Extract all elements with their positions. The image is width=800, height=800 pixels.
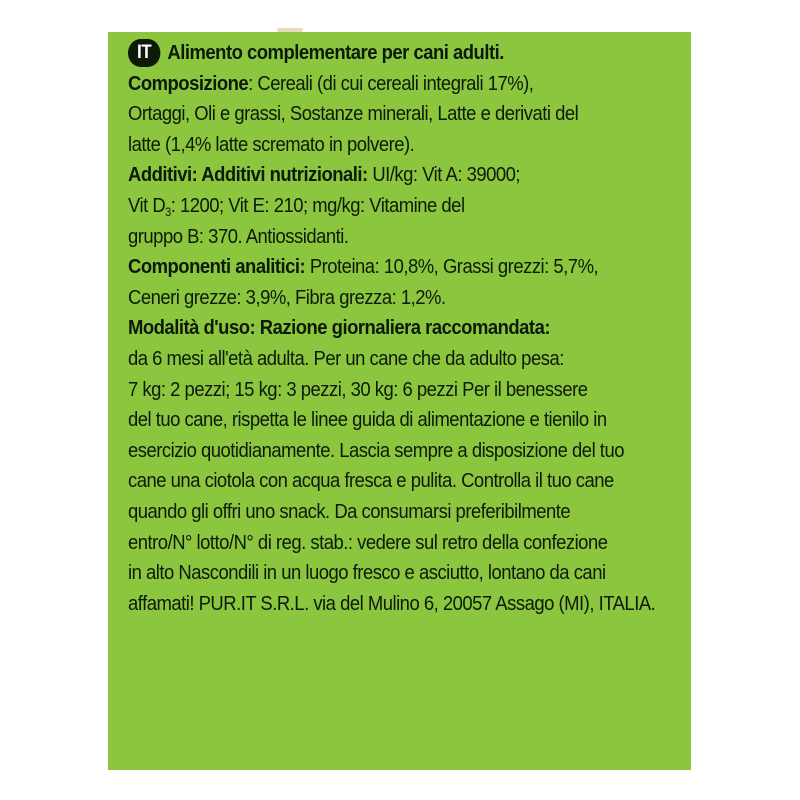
additives-line-2 [128,191,677,222]
additives-line-3: gruppo B: 370. Antiossidanti. [128,224,349,248]
usage-line: cane una ciotola con acqua fresca e pulita. Controlla il tuo cane [128,469,614,493]
title-line [128,38,677,69]
usage-heading: Modalità d'uso: Razione giornaliera raccomandata: [128,316,551,340]
composition-line-1 [128,69,677,100]
additives-text-2: : 1200; Vit E: 210; mg/kg: Vitamine del [170,193,465,217]
composition-line-3: latte (1,4% latte scremato in polvere). [128,132,415,156]
analytical-line-2: Ceneri grezze: 3,9%, Fibra grezza: 1,2%. [128,285,446,309]
usage-line: in alto Nascondili in un luogo fresco e asciutto, lontano da cani [128,561,606,585]
usage-line: entro/N° lotto/N° di reg. stab.: vedere sul retro della confezione [128,530,608,554]
usage-line: 7 kg: 2 pezzi; 15 kg: 3 pezzi, 30 kg: 6 pezzi Per il benessere [128,377,588,401]
analytical-text-1: Proteina: 10,8%, Grassi grezzi: 5,7%, [305,255,599,279]
language-badge: IT [128,39,160,67]
usage-line: esercizio quotidianamente. Lascia sempre a disposizione del tuo [128,438,624,462]
vitamin-d-label: Vit D [128,193,166,217]
analytical-line-1 [128,252,677,283]
additives-line-1 [128,160,677,191]
usage-line: del tuo cane, rispetta le linee guida di alimentazione e tienilo in [128,408,607,432]
label-text [128,38,677,619]
product-title: Alimento complementare per cani adulti. [167,41,504,64]
usage-line: da 6 mesi all'età adulta. Per un cane che da adulto pesa: [128,346,564,370]
usage-line: affamati! PUR.IT S.R.L. via del Mulino 6, 20057 Assago (MI), ITALIA. [128,591,656,615]
composition-text-1: : Cereali (di cui cereali integrali 17%), [248,71,534,95]
label-panel [108,32,691,770]
analytical-heading: Componenti analitici: [128,255,306,279]
vitamin-d-subscript: 3 [165,204,171,219]
additives-heading: Additivi: Additivi nutrizionali: [128,163,368,187]
composition-heading: Composizione [128,71,249,95]
usage-line: quando gli offri uno snack. Da consumarsi preferibilmente [128,499,571,523]
additives-text-1: UI/kg: Vit A: 39000; [367,163,521,187]
composition-line-2: Ortaggi, Oli e grassi, Sostanze minerali, Latte e derivati del [128,102,579,126]
